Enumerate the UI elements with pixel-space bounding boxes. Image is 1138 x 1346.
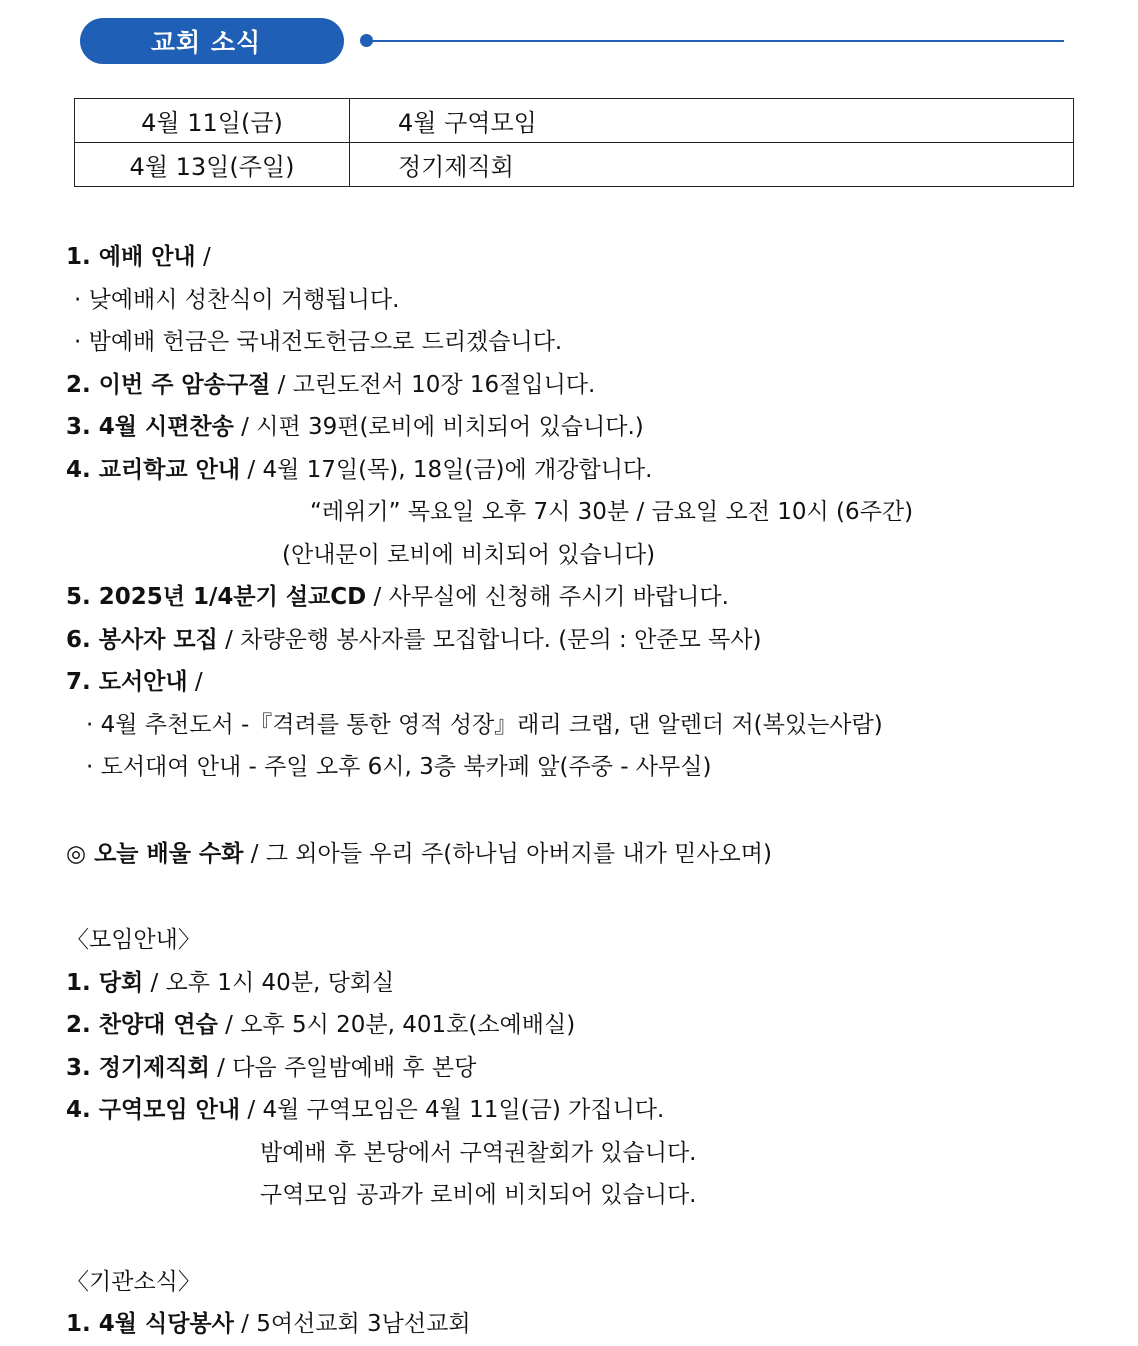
announcement-doctrine-school bbox=[66, 449, 1106, 492]
schedule-event: 정기제직회 bbox=[350, 143, 1074, 187]
meeting-continuation: 구역모임 공과가 로비에 비치되어 있습니다. bbox=[260, 1182, 697, 1208]
item-text: / bbox=[195, 244, 211, 270]
item-text: / 고린도전서 10장 16절입니다. bbox=[270, 371, 596, 398]
item-text: / 사무실에 신청해 주시기 바랍니다. bbox=[366, 584, 729, 610]
meeting-continuation: 밤예배 후 본당에서 구역권찰회가 있습니다. bbox=[260, 1139, 697, 1166]
schedule-date: 4월 11일(금) bbox=[75, 99, 350, 143]
announcement-psalm-hymn bbox=[66, 406, 1106, 449]
item-text: / 4월 구역모임은 4월 11일(금) 가집니다. bbox=[240, 1097, 665, 1123]
schedule-table bbox=[74, 98, 1074, 187]
item-title: 2. 이번 주 암송구절 bbox=[66, 371, 271, 398]
schedule-event: 4월 구역모임 bbox=[350, 99, 1074, 143]
institutions-heading: 〈기관소식〉 bbox=[66, 1268, 201, 1295]
meeting-item bbox=[66, 1089, 1106, 1132]
announcement-bullet: · 도서대여 안내 - 주일 오후 6시, 3층 북카페 앞(주중 - 사무실) bbox=[86, 754, 712, 780]
item-text: / 오후 1시 40분, 당회실 bbox=[143, 969, 395, 996]
institution-item bbox=[66, 1303, 1106, 1346]
item-title: 3. 정기제직회 bbox=[66, 1054, 210, 1081]
item-title: 7. 도서안내 bbox=[66, 669, 188, 695]
spacer bbox=[66, 789, 1106, 833]
item-text: / 오후 5시 20분, 401호(소예배실) bbox=[217, 1012, 576, 1038]
item-text: / 다음 주일밤예배 후 본당 bbox=[209, 1054, 477, 1081]
announcement-worship bbox=[66, 236, 1106, 279]
announcement-continuation: “레위기” 목요일 오후 7시 30분 / 금요일 오전 10시 (6주간) bbox=[310, 499, 914, 525]
spacer bbox=[66, 875, 1106, 919]
item-text: / 차량운행 봉사자를 모집합니다. (문의 : 안준모 목사) bbox=[217, 626, 762, 653]
schedule-date: 4월 13일(주일) bbox=[75, 143, 350, 187]
announcement-bullet: · 4월 추천도서 -『격려를 통한 영적 성장』래리 크랩, 댄 알렌더 저(복있는사람) bbox=[86, 711, 883, 738]
header-divider-line bbox=[372, 40, 1064, 42]
bulletin-content bbox=[66, 236, 1106, 1346]
announcement-continuation: (안내문이 로비에 비치되어 있습니다) bbox=[282, 541, 656, 568]
item-title: 3. 4월 시편찬송 bbox=[66, 414, 234, 440]
item-title: 6. 봉사자 모집 bbox=[66, 626, 218, 653]
item-text: / 5여선교회 3남선교회 bbox=[233, 1311, 471, 1337]
schedule-row bbox=[75, 143, 1074, 187]
item-title: 1. 예배 안내 bbox=[66, 244, 196, 270]
item-title: 4. 구역모임 안내 bbox=[66, 1097, 241, 1123]
section-title: 교회 소식 bbox=[150, 28, 262, 57]
item-text: / 시편 39편(로비에 비치되어 있습니다.) bbox=[233, 414, 644, 440]
announcement-books bbox=[66, 661, 1106, 704]
announcement-volunteers bbox=[66, 619, 1106, 662]
sign-language-hymn bbox=[66, 833, 1106, 876]
item-title: 1. 당회 bbox=[66, 969, 144, 996]
announcement-sermon-cd bbox=[66, 576, 1106, 619]
meetings-heading: 〈모임안내〉 bbox=[66, 927, 201, 953]
announcement-bullet: · 밤예배 헌금은 국내전도헌금으로 드리겠습니다. bbox=[74, 329, 563, 355]
item-title: 2. 찬양대 연습 bbox=[66, 1012, 218, 1038]
item-text: / 4월 17일(목), 18일(금)에 개강합니다. bbox=[240, 456, 653, 483]
item-text: / bbox=[187, 669, 203, 695]
item-title: 5. 2025년 1/4분기 설교CD bbox=[66, 584, 367, 610]
item-title: ◎ 오늘 배울 수화 bbox=[66, 840, 244, 867]
schedule-row bbox=[75, 99, 1074, 143]
item-title: 4. 교리학교 안내 bbox=[66, 456, 241, 483]
item-text: / 그 외아들 우리 주(하나님 아버지를 내가 믿사오며) bbox=[243, 840, 772, 867]
spacer bbox=[66, 1217, 1106, 1261]
item-title: 1. 4월 식당봉사 bbox=[66, 1311, 234, 1337]
announcement-bullet: · 낮예배시 성찬식이 거행됩니다. bbox=[74, 286, 400, 313]
meeting-item bbox=[66, 962, 1106, 1005]
announcement-memory-verse bbox=[66, 364, 1106, 407]
meeting-item bbox=[66, 1004, 1106, 1047]
section-title-badge bbox=[80, 18, 344, 64]
meeting-item bbox=[66, 1047, 1106, 1090]
